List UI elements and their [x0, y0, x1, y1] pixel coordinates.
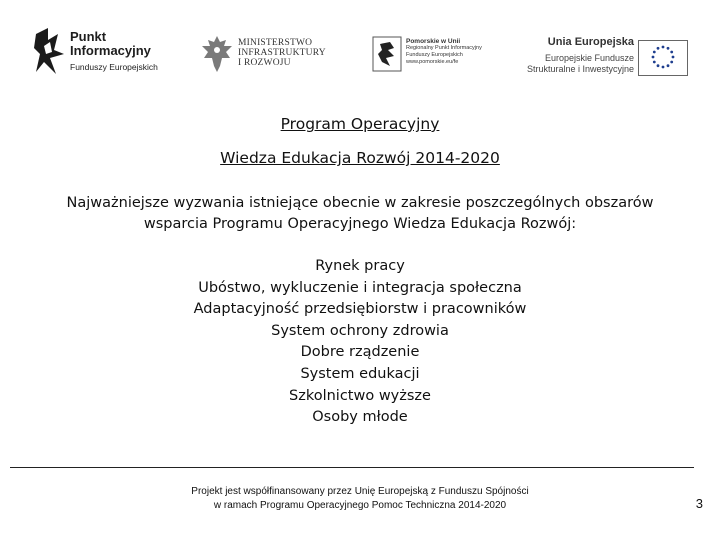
punkt-subtitle: Funduszy Europejskich — [70, 62, 158, 72]
eu-flag-icon — [638, 40, 688, 76]
pomorskie-text: Pomorskie w Unii Regionalny Punkt Informacyjny Funduszy Europejskich www.pomorskie.eu/fe — [406, 38, 482, 65]
eu-logo — [520, 26, 690, 82]
eu-title: Unia Europejska — [547, 36, 634, 48]
polish-eagle-icon — [200, 34, 234, 74]
list-item: Adaptacyjność przedsiębiorstw i pracowników — [193, 301, 527, 318]
list-item: System ochrony zdrowia — [271, 322, 449, 339]
footer-note: Projekt jest współfinansowany przez Unię Europejską z Funduszu Spójności w ramach Programu Operacyjnego Pomoc Techniczna 2014-2020 — [191, 486, 529, 511]
page-number: 3 — [695, 496, 703, 511]
punkt-arrow-icon — [34, 28, 66, 76]
list-item: Osoby młode — [312, 409, 408, 426]
list-item: Szkolnictwo wyższe — [289, 387, 431, 404]
program-title: Program Operacyjny — [280, 115, 440, 133]
pomorskie-logo — [372, 26, 482, 82]
footer-divider — [10, 467, 694, 468]
ministry-name: MINISTERSTWO INFRASTRUKTURY I ROZWOJU — [238, 38, 326, 68]
list-item: Dobre rządzenie — [300, 344, 420, 361]
list-item: System edukacji — [300, 365, 420, 382]
ministry-logo — [198, 26, 338, 82]
logo-bar — [0, 0, 720, 92]
program-name: Wiedza Edukacja Rozwój 2014-2020 — [220, 149, 500, 167]
punkt-informacyjny-logo — [34, 26, 164, 82]
list-item: Ubóstwo, wykluczenie i integracja społeczna — [198, 279, 522, 296]
pomorskie-griffin-icon — [372, 36, 402, 72]
intro-paragraph: Najważniejsze wyzwania istniejące obecnie w zakresie poszczególnych obszarów wsparcia Programu Operacyjnego Wiedza Edukacja Rozwój: — [66, 195, 654, 232]
eu-subtitle: Europejskie Fundusze Strukturalne i Inwestycyjne — [526, 53, 634, 74]
list-item: Rynek pracy — [315, 258, 405, 274]
punkt-title: Punkt Informacyjny — [70, 29, 151, 58]
support-areas-list — [0, 256, 720, 429]
